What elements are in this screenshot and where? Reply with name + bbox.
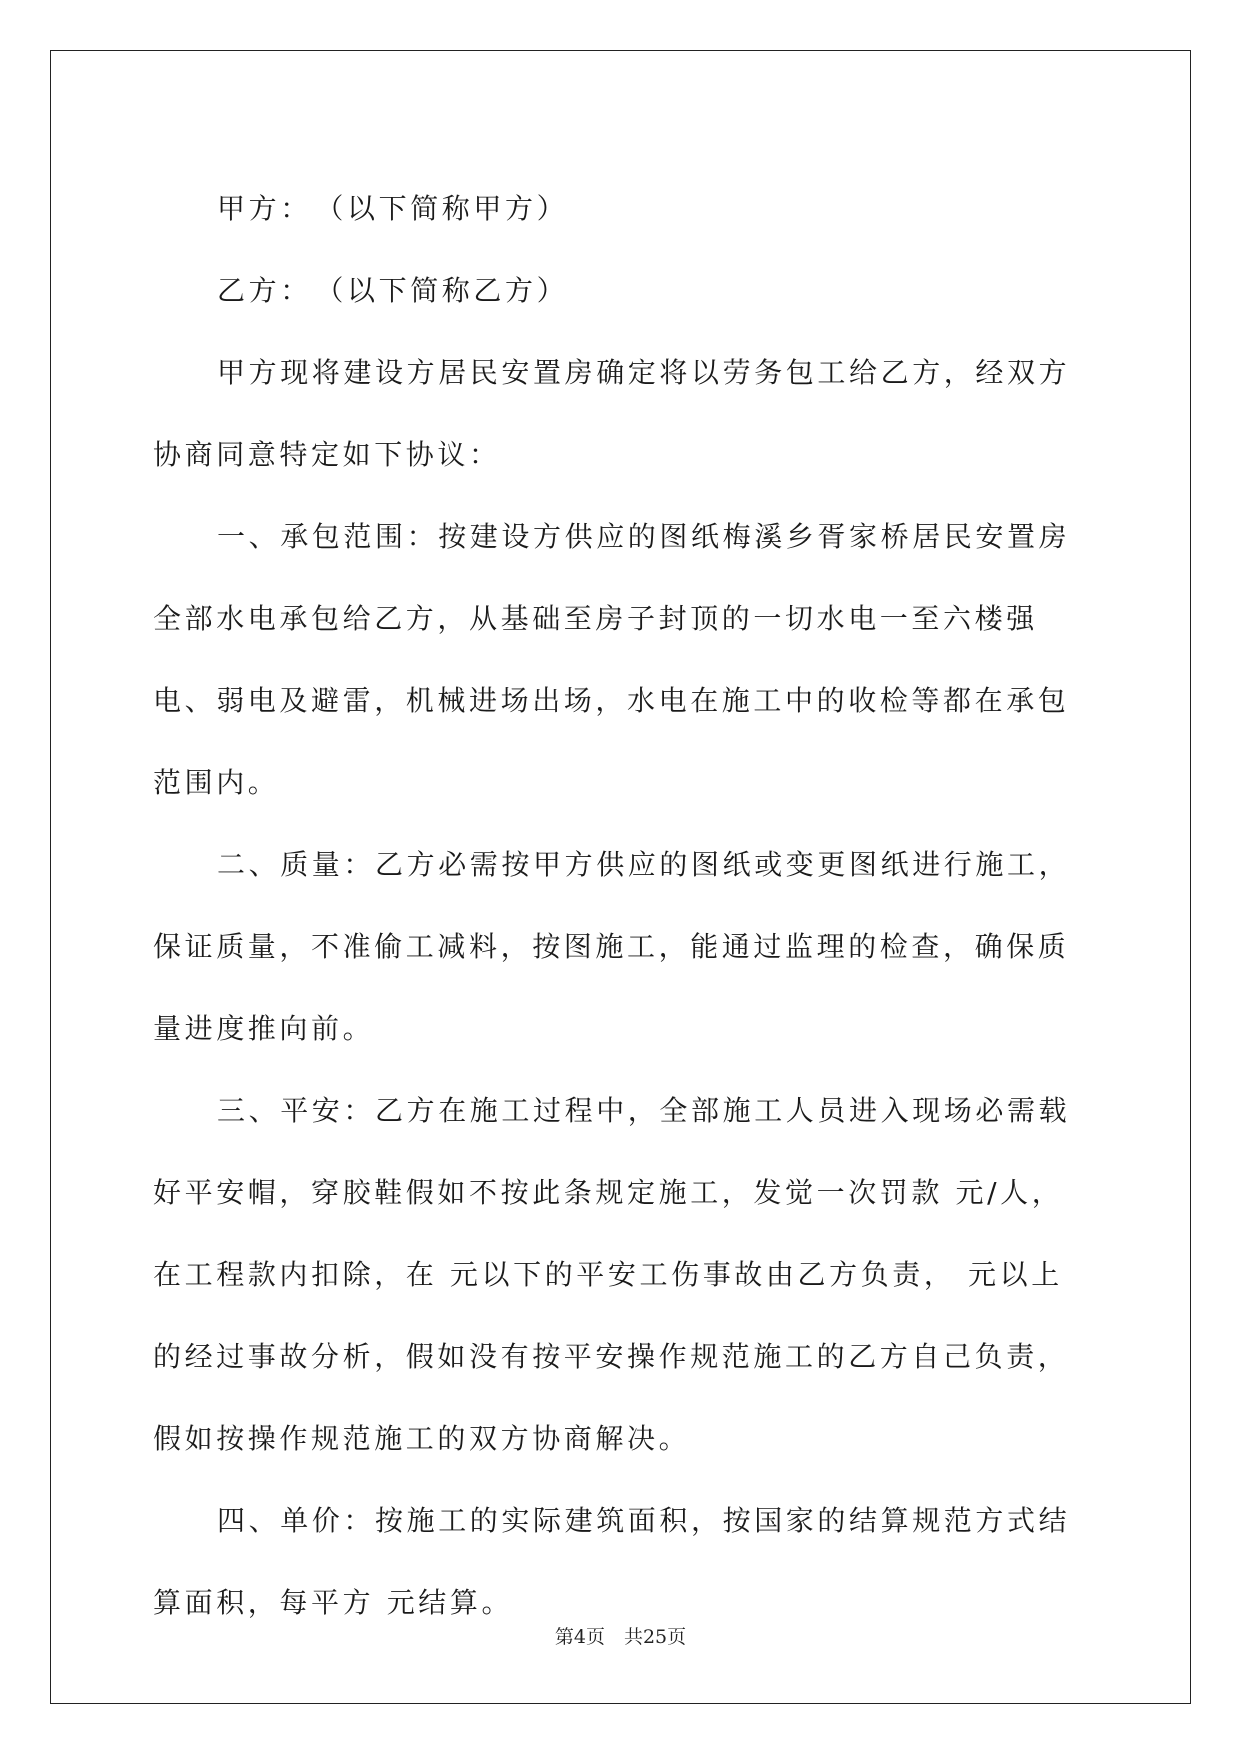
clause-scope: 一、承包范围：按建设方供应的图纸梅溪乡胥家桥居民安置房全部水电承包给乙方，从基础至房子封顶的一切水电一至六楼强电、弱电及避雷，机械进场出场，水电在施工中的收检等都在承包范围内。 [153,520,1071,799]
clause-safety: 三、平安：乙方在施工过程中，全部施工人员进入现场必需载好平安帽，穿胶鞋假如不按此条规定施工，发觉一次罚款 元/人，在工程款内扣除，在 元以下的平安工伤事故由乙方负责， 元以上的经过事故分析，假如没有按平安操作规范施工的乙方自己负责，假如按操作规范施工的双方协商解决。 [153,1094,1071,1455]
clause-quality: 二、质量：乙方必需按甲方供应的图纸或变更图纸进行施工，保证质量，不准偷工减料，按图施工，能通过监理的检查，确保质量进度推向前。 [153,848,1071,1045]
page-number: 第4页 共25页 [554,1626,687,1648]
document-body [153,168,1088,1644]
party-b-line: 乙方： （以下简称乙方） [217,274,569,307]
intro-paragraph: 甲方现将建设方居民安置房确定将以劳务包工给乙方，经双方协商同意特定如下协议： [153,356,1071,471]
clause-unit-price: 四、单价：按施工的实际建筑面积，按国家的结算规范方式结算面积，每平方 元结算。 [153,1504,1071,1619]
page-footer [0,1622,1241,1649]
party-a-line: 甲方： （以下简称甲方） [217,192,569,225]
